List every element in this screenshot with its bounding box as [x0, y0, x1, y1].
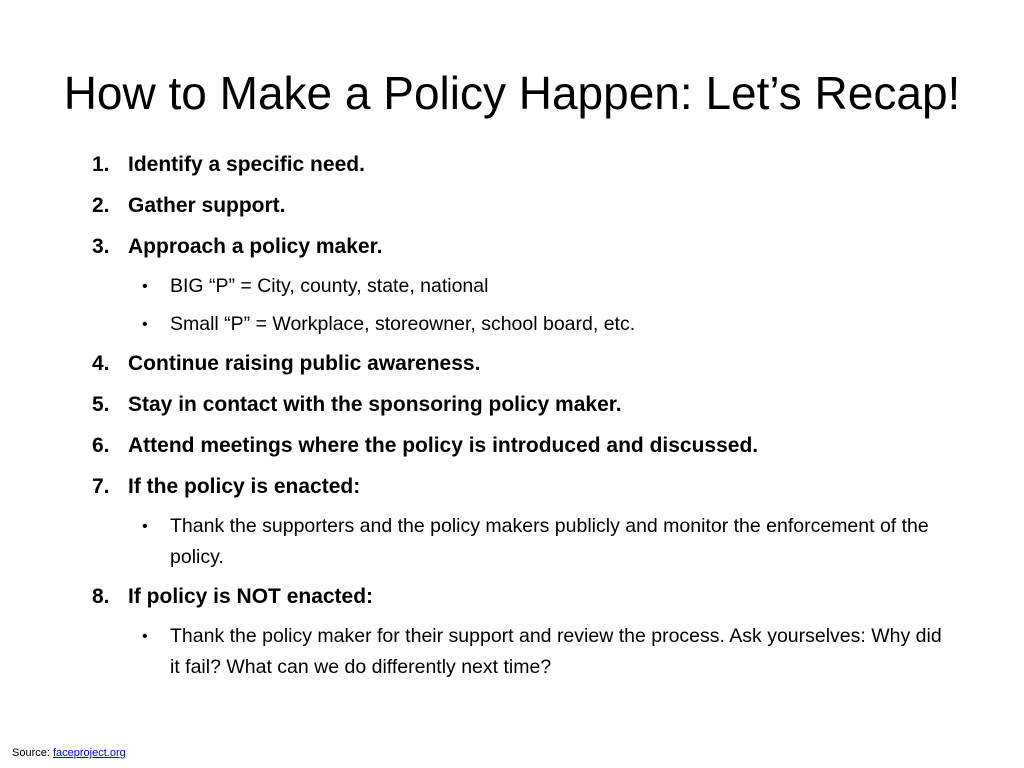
step-text: Attend meetings where the policy is introduced and discussed.: [128, 434, 759, 457]
bullet-icon: •: [142, 628, 148, 645]
step-text: Stay in contact with the sponsoring policy maker.: [128, 393, 622, 416]
step-item: [92, 473, 952, 501]
step-text: Continue raising public awareness.: [128, 352, 481, 375]
step-number: 8.: [92, 585, 110, 608]
step-item: [92, 391, 952, 419]
step-item: [92, 233, 952, 261]
sub-bullet-item: [92, 511, 952, 573]
step-number: 4.: [92, 352, 110, 375]
sub-bullet-item: [92, 271, 952, 302]
sub-bullet-text: Small “P” = Workplace, storeowner, school board, etc.: [170, 313, 636, 335]
recap-list: [92, 151, 952, 693]
bullet-icon: •: [142, 278, 148, 295]
step-number: 2.: [92, 194, 110, 217]
source-link[interactable]: faceproject.org: [52, 747, 126, 759]
sub-bullet-text: Thank the supporters and the policy makers publicly and monitor the enforcement of the policy.: [170, 515, 929, 568]
step-item: [92, 350, 952, 378]
step-text: Identify a specific need.: [128, 153, 365, 176]
step-number: 6.: [92, 434, 110, 457]
step-number: 3.: [92, 235, 110, 258]
sub-bullet-list: [92, 621, 952, 683]
sub-bullet-list: [92, 511, 952, 573]
step-text: If the policy is enacted:: [128, 475, 361, 498]
sub-bullet-list: [92, 271, 952, 340]
bullet-icon: •: [142, 518, 148, 535]
source-label: Source:: [12, 747, 53, 759]
slide-title: How to Make a Policy Happen: Let’s Recap!: [63, 67, 961, 119]
sub-bullet-item: [92, 621, 952, 683]
step-text: If policy is NOT enacted:: [128, 585, 374, 608]
step-text: Approach a policy maker.: [128, 235, 383, 258]
sub-bullet-text: Thank the policy maker for their support and review the process. Ask yourselves: Why did it fail? What can we do differently next time?: [170, 625, 942, 678]
step-number: 7.: [92, 475, 110, 498]
step-item: [92, 583, 952, 611]
sub-bullet-item: [92, 309, 952, 340]
source-citation: [12, 746, 126, 760]
bullet-icon: •: [142, 316, 148, 333]
sub-bullet-text: BIG “P” = City, county, state, national: [170, 275, 489, 297]
step-item: [92, 151, 952, 179]
step-number: 1.: [92, 153, 110, 176]
step-item: [92, 432, 952, 460]
step-text: Gather support.: [128, 194, 286, 217]
step-number: 5.: [92, 393, 110, 416]
step-item: [92, 192, 952, 220]
